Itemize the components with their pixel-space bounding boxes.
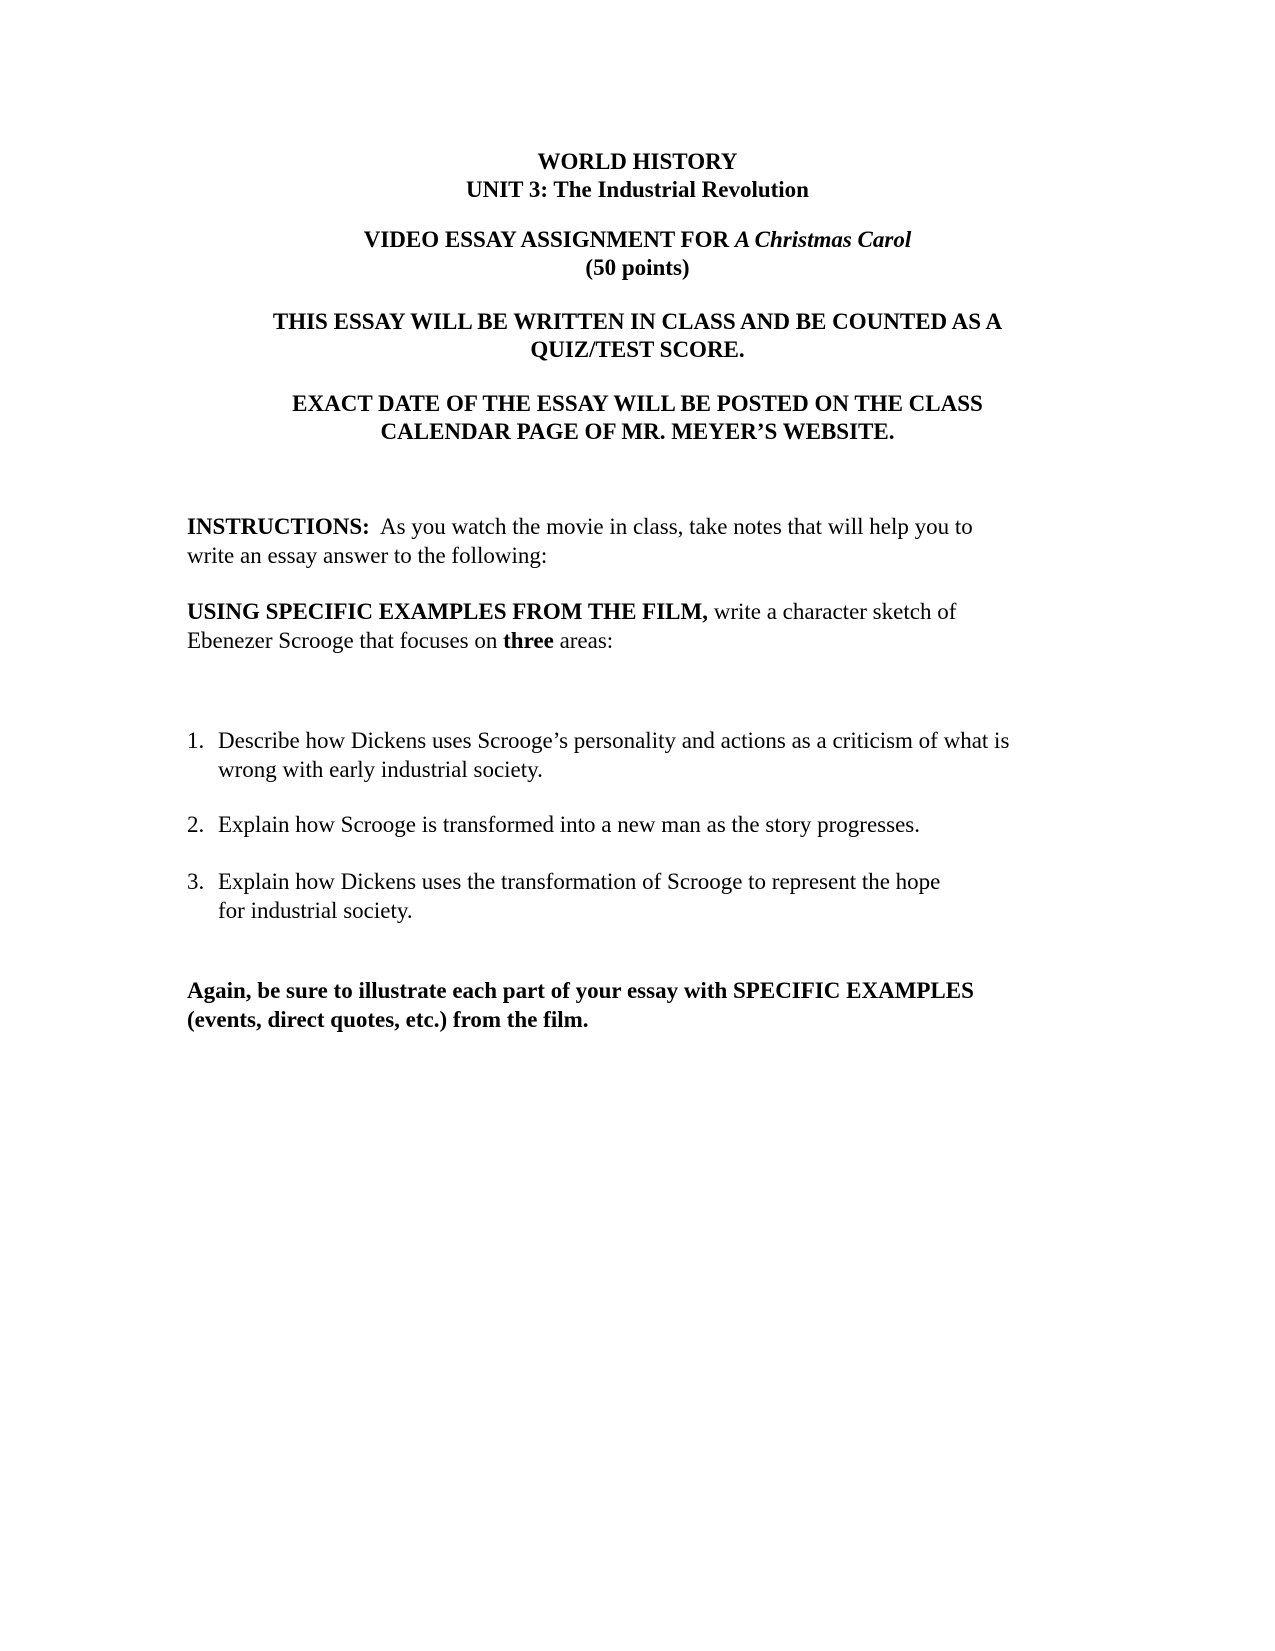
list-text-line-2: wrong with early industrial society. xyxy=(218,757,543,782)
assignment-prefix: VIDEO ESSAY ASSIGNMENT FOR xyxy=(363,227,735,252)
unit-title: UNIT 3: The Industrial Revolution xyxy=(466,177,809,202)
prompt-emphasis: USING SPECIFIC EXAMPLES FROM THE FILM, xyxy=(187,599,708,624)
list-text-line-1: Describe how Dickens uses Scrooge’s personality and actions as a criticism of what is xyxy=(218,728,1010,753)
instructions-label: INSTRUCTIONS: xyxy=(187,514,370,539)
notice-line-2: QUIZ/TEST SCORE. xyxy=(530,337,745,362)
points-value: (50 points) xyxy=(585,255,690,280)
prompt-line-2-end: areas: xyxy=(553,628,614,653)
list-number: 1. xyxy=(187,728,205,753)
list-text-line-1: Explain how Dickens uses the transformation of Scrooge to represent the hope xyxy=(218,869,941,894)
instructions-line-2: write an essay answer to the following: xyxy=(187,543,548,568)
date-notice-line-1: EXACT DATE OF THE ESSAY WILL BE POSTED ON THE CLASS xyxy=(292,391,983,416)
list-text xyxy=(218,726,1098,784)
notice-line-1: THIS ESSAY WILL BE WRITTEN IN CLASS AND BE COUNTED AS A xyxy=(272,309,1003,334)
course-header xyxy=(180,148,1095,204)
prompt-line-2-start: Ebenezer Scrooge that focuses on xyxy=(187,628,504,653)
date-notice-line-2: CALENDAR PAGE OF MR. MEYER’S WEBSITE. xyxy=(380,419,895,444)
course-title: WORLD HISTORY xyxy=(537,149,738,174)
closing-reminder xyxy=(187,976,1087,1034)
list-text-line-1: Explain how Scrooge is transformed into a new man as the story progresses. xyxy=(218,812,920,837)
in-class-notice xyxy=(180,308,1095,364)
list-text xyxy=(218,867,1098,925)
film-title: A Christmas Carol xyxy=(734,227,912,252)
closing-line-2: (events, direct quotes, etc.) from the film. xyxy=(187,1007,589,1032)
list-number: 3. xyxy=(187,869,205,894)
list-text-line-2: for industrial society. xyxy=(218,898,413,923)
prompt-three-emphasis: three xyxy=(503,628,554,653)
list-text xyxy=(218,810,1098,839)
prompt-text: write a character sketch of xyxy=(707,599,957,624)
assignment-title-line xyxy=(180,226,1095,254)
instructions-text: As you watch the movie in class, take notes that will help you to xyxy=(380,514,973,539)
instructions-line-1 xyxy=(187,512,1087,541)
essay-prompt-paragraph xyxy=(187,597,1087,655)
date-notice xyxy=(180,390,1095,446)
assignment-header xyxy=(180,226,1095,282)
prompt-line-2 xyxy=(187,626,1087,655)
instructions-paragraph xyxy=(187,512,1087,570)
list-number: 2. xyxy=(187,812,205,837)
prompt-line-1 xyxy=(187,597,1087,626)
closing-line-1: Again, be sure to illustrate each part of your essay with SPECIFIC EXAMPLES xyxy=(187,978,974,1003)
